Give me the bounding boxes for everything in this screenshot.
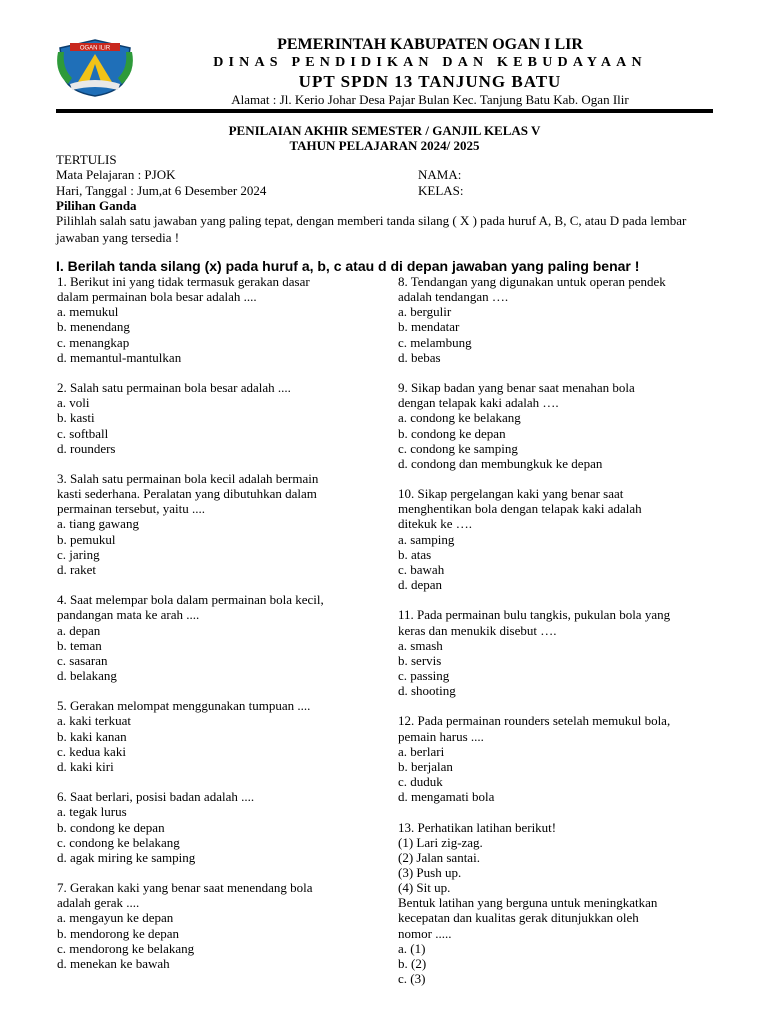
answer-option: d. agak miring ke samping <box>57 849 196 865</box>
question-block <box>398 713 728 804</box>
answer-option: b. condong ke depan <box>57 819 165 835</box>
department-name: DINAS PENDIDIKAN DAN KEBUDAYAAN <box>213 55 647 70</box>
question-text: ditekuk ke …. <box>398 516 473 532</box>
question-text: 1. Berikut ini yang tidak termasuk gerakan dasar <box>57 274 310 289</box>
question-text: 10. Sikap pergelangan kaki yang benar saat <box>398 486 624 502</box>
question-block <box>57 880 387 971</box>
answer-option: a. mengayun ke depan <box>57 910 174 926</box>
logo-text: OGAN ILIR <box>79 45 111 52</box>
question-block <box>398 820 728 987</box>
question-text: menghentikan bola dengan telapak kaki adalah <box>398 501 642 517</box>
question-text: 6. Saat berlari, posisi badan adalah .... <box>57 789 255 805</box>
answer-option: b. atas <box>398 546 432 562</box>
answer-option: d. condong dan membungkuk ke depan <box>398 455 603 471</box>
school-name: UPT SPDN 13 TANJUNG BATU <box>298 72 562 91</box>
answer-option: a. samping <box>398 531 455 547</box>
answer-option: d. rounders <box>57 440 116 456</box>
answer-option: d. memantul-mantulkan <box>57 349 182 365</box>
question-text: 13. Perhatikan latihan berikut! <box>398 819 557 835</box>
question-text: keras dan menukik disebut …. <box>398 622 557 638</box>
question-block <box>398 274 728 365</box>
academic-year: TAHUN PELAJARAN 2024/ 2025 <box>289 138 480 153</box>
answer-option: c. (3) <box>398 971 426 987</box>
answer-option: a. tegak lurus <box>57 804 127 820</box>
answer-option: c. menangkap <box>57 334 130 350</box>
subject-label: Mata Pelajaran : PJOK <box>56 167 176 182</box>
answer-option: b. kaki kanan <box>57 728 127 744</box>
answer-option: d. raket <box>57 561 96 577</box>
government-name: PEMERINTAH KABUPATEN OGAN I LIR <box>277 36 583 53</box>
answer-option: c. duduk <box>398 774 443 790</box>
answer-option: b. mendorong ke depan <box>57 925 180 941</box>
answer-option: a. berlari <box>398 743 445 759</box>
answer-option: c. sasaran <box>57 652 108 668</box>
answer-option: b. kasti <box>57 410 95 426</box>
answer-option: b. berjalan <box>398 758 453 774</box>
answer-option: b. teman <box>57 637 102 653</box>
answer-option: d. menekan ke bawah <box>57 955 170 971</box>
question-block <box>57 471 387 577</box>
answer-option: a. depan <box>57 622 101 638</box>
question-text: dengan telapak kaki adalah …. <box>398 395 559 411</box>
answer-option: c. kedua kaki <box>57 743 126 759</box>
question-text: 11. Pada permainan bulu tangkis, pukulan bola yang <box>398 607 671 623</box>
answer-option: a. smash <box>398 637 443 653</box>
question-text: 8. Tendangan yang digunakan untuk operan pendek <box>398 274 666 289</box>
answer-option: d. bebas <box>398 349 441 365</box>
section-heading: I. Berilah tanda silang (x) pada huruf a, b, c atau d di depan jawaban yang paling benar ! <box>56 258 640 274</box>
answer-option: c. jaring <box>57 546 100 562</box>
questions-right-column <box>398 274 728 1001</box>
section-type: Pilihan Ganda <box>56 198 137 213</box>
question-text: adalah gerak .... <box>57 895 140 911</box>
answer-option: b. menendang <box>57 319 130 335</box>
question-text: (3) Push up. <box>398 865 462 881</box>
question-text: (1) Lari zig-zag. <box>398 834 483 850</box>
answer-option: b. (2) <box>398 955 427 971</box>
question-text: 5. Gerakan melompat menggunakan tumpuan .... <box>57 698 311 714</box>
answer-option: c. softball <box>57 425 109 441</box>
question-text: 4. Saat melempar bola dalam permainan bola kecil, <box>57 592 324 608</box>
school-address: Alamat : Jl. Kerio Johar Desa Pajar Bulan Kec. Tanjung Batu Kab. Ogan Ilir <box>231 92 629 107</box>
question-text: 12. Pada permainan rounders setelah memukul bola, <box>398 713 671 729</box>
answer-option: c. melambung <box>398 334 472 350</box>
name-field-label: NAMA: <box>418 167 462 182</box>
date-label: Hari, Tanggal : Jum,at 6 Desember 2024 <box>56 183 267 198</box>
question-text: nomor ..... <box>398 925 452 941</box>
answer-option: d. kaki kiri <box>57 758 114 774</box>
answer-option: d. belakang <box>57 668 117 684</box>
question-text: pandangan mata ke arah .... <box>57 607 200 623</box>
question-block <box>57 789 387 865</box>
question-block <box>398 380 728 471</box>
answer-option: d. shooting <box>398 683 456 699</box>
answer-option: a. bergulir <box>398 304 452 320</box>
question-text: (2) Jalan santai. <box>398 849 480 865</box>
question-text: permainan tersebut, yaitu .... <box>57 501 206 517</box>
answer-option: a. memukul <box>57 304 119 320</box>
question-block <box>398 607 728 698</box>
answer-option: c. condong ke samping <box>398 440 518 456</box>
answer-option: c. bawah <box>398 561 445 577</box>
exam-type: TERTULIS <box>56 152 117 167</box>
answer-option: b. servis <box>398 652 442 668</box>
question-text: 2. Salah satu permainan bola besar adalah .... <box>57 380 291 396</box>
answer-option: a. condong ke belakang <box>398 410 521 426</box>
answer-option: a. kaki terkuat <box>57 713 131 729</box>
exam-title: PENILAIAN AKHIR SEMESTER / GANJIL KELAS V <box>228 123 541 138</box>
class-field-label: KELAS: <box>418 183 464 198</box>
answer-option: c. passing <box>398 668 450 684</box>
question-block <box>57 698 387 774</box>
question-text: 7. Gerakan kaki yang benar saat menendang bola <box>57 880 313 896</box>
question-text: dalam permainan bola besar adalah .... <box>57 289 257 305</box>
question-text: (4) Sit up. <box>398 880 451 896</box>
regency-logo <box>56 38 134 98</box>
instruction-text: Pilihlah salah satu jawaban yang paling tepat, dengan memberi tanda silang ( X ) pada huruf A, B, C, atau D pada lembar jawaban yang tersedia ! <box>56 213 687 245</box>
answer-option: b. condong ke depan <box>398 425 506 441</box>
question-block <box>57 380 387 456</box>
question-block <box>57 274 387 365</box>
question-text: kecepatan dan kualitas gerak ditunjukkan oleh <box>398 910 639 926</box>
header-divider <box>56 109 713 113</box>
answer-option: b. mendatar <box>398 319 460 335</box>
answer-option: d. mengamati bola <box>398 789 495 805</box>
question-text: 9. Sikap badan yang benar saat menahan bola <box>398 380 635 396</box>
question-text: Bentuk latihan yang berguna untuk meningkatkan <box>398 895 658 911</box>
answer-option: a. (1) <box>398 940 426 956</box>
answer-option: d. depan <box>398 577 443 593</box>
question-text: kasti sederhana. Peralatan yang dibutuhkan dalam <box>57 486 317 502</box>
answer-option: c. mendorong ke belakang <box>57 940 195 956</box>
question-text: pemain harus .... <box>398 728 484 744</box>
answer-option: a. tiang gawang <box>57 516 139 532</box>
answer-option: b. pemukul <box>57 531 116 547</box>
answer-option: a. voli <box>57 395 90 411</box>
answer-option: c. condong ke belakang <box>57 834 180 850</box>
question-block <box>398 486 728 592</box>
question-block <box>57 592 387 683</box>
question-text: adalah tendangan …. <box>398 289 509 305</box>
questions-left-column <box>57 274 387 986</box>
question-text: 3. Salah satu permainan bola kecil adalah bermain <box>57 471 319 486</box>
